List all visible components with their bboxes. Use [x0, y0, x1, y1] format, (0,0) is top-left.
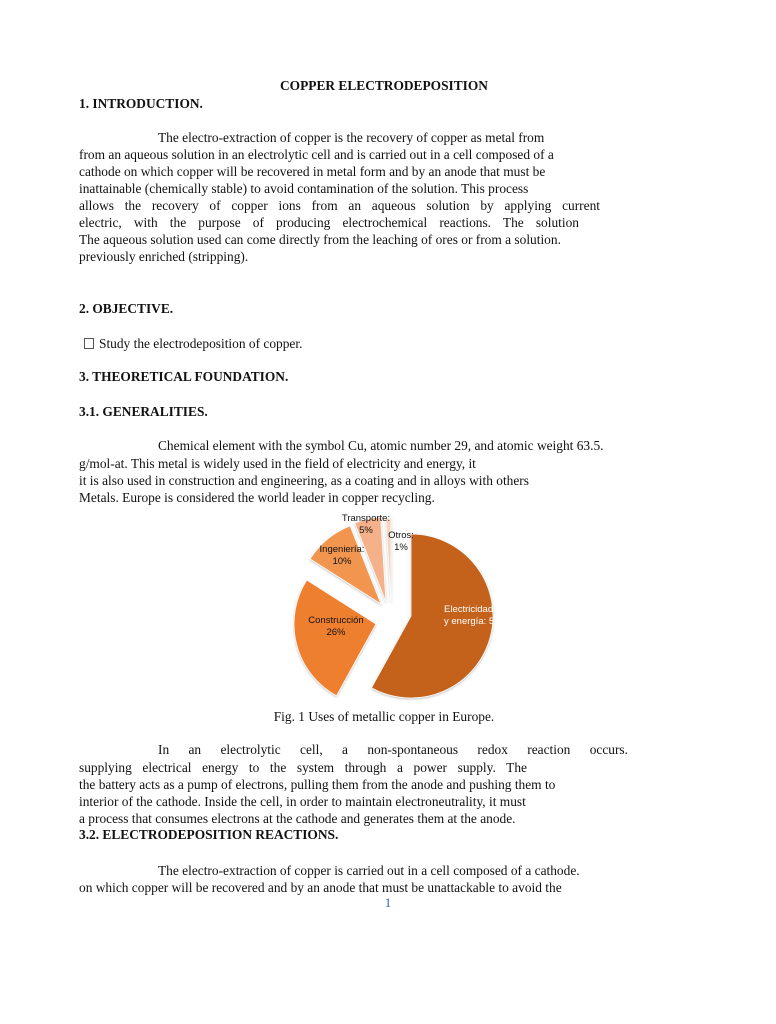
cell-paragraph-line: a process that consumes electrons at the cathode and generates them at the anode. — [79, 811, 516, 826]
objective-text: Study the electrodeposition of copper. — [99, 336, 303, 351]
pie-slice-label: Ingeniería: 10% — [319, 544, 365, 567]
pie-slice-label: Construcción 26% — [308, 615, 364, 638]
section-1-heading: 1. INTRODUCTION. — [79, 96, 203, 111]
page-number: 1 — [384, 895, 392, 910]
reactions-line: The electro-extraction of copper is carried out in a cell composed of a cathode. — [158, 863, 580, 878]
intro-line: from an aqueous solution in an electrolytic cell and is carried out in a cell composed of a — [79, 147, 554, 162]
copper-uses-pie-chart — [296, 512, 508, 702]
pie-slice-label: Transporte: 5% — [341, 513, 391, 536]
intro-line: electric, with the purpose of producing electrochemical reactions. The solution — [79, 215, 579, 230]
reactions-line: on which copper will be recovered and by an anode that must be unattackable to avoid the — [79, 880, 562, 895]
cell-paragraph-line: In an electrolytic cell, a non-spontaneous redox reaction occurs. — [158, 742, 628, 757]
cell-paragraph-line: supplying electrical energy to the system through a power supply. The — [79, 760, 527, 775]
generalities-line: Metals. Europe is considered the world leader in copper recycling. — [79, 490, 435, 505]
intro-line: The aqueous solution used can come directly from the leaching of ores or from a solution. — [79, 232, 561, 247]
generalities-line: Chemical element with the symbol Cu, atomic number 29, and atomic weight 63.5. — [158, 438, 604, 453]
intro-line: inattainable (chemically stable) to avoid contamination of the solution. This process — [79, 181, 529, 196]
intro-line: allows the recovery of copper ions from an aqueous solution by applying current — [79, 198, 600, 213]
intro-line: The electro-extraction of copper is the recovery of copper as metal from — [158, 130, 545, 145]
section-3-1-heading: 3.1. GENERALITIES. — [79, 404, 208, 419]
intro-line: previously enriched (stripping). — [79, 249, 249, 264]
pie-slice-label: Otros: 1% — [388, 530, 414, 553]
figure-caption: Fig. 1 Uses of metallic copper in Europe. — [273, 709, 495, 724]
generalities-line: g/mol-at. This metal is widely used in the field of electricity and energy, it — [79, 456, 476, 471]
cell-paragraph-line: interior of the cathode. Inside the cell, in order to maintain electroneutrality, it must — [79, 794, 526, 809]
section-2-heading: 2. OBJECTIVE. — [79, 301, 174, 316]
section-3-heading: 3. THEORETICAL FOUNDATION. — [79, 369, 289, 384]
section-3-2-heading: 3.2. ELECTRODEPOSITION REACTIONS. — [79, 827, 339, 842]
objective-item — [84, 335, 302, 352]
bullet-box-icon — [84, 338, 94, 349]
cell-paragraph-line: the battery acts as a pump of electrons, pulling them from the anode and pushing them to — [79, 777, 556, 792]
generalities-line: it is also used in construction and engineering, as a coating and in alloys with others — [79, 473, 529, 488]
pie-slice-label: Electricidad y energía: 58% — [444, 604, 508, 627]
intro-line: cathode on which copper will be recovered in metal form and by an anode that must be — [79, 164, 546, 179]
document-title: COPPER ELECTRODEPOSITION — [280, 78, 488, 93]
